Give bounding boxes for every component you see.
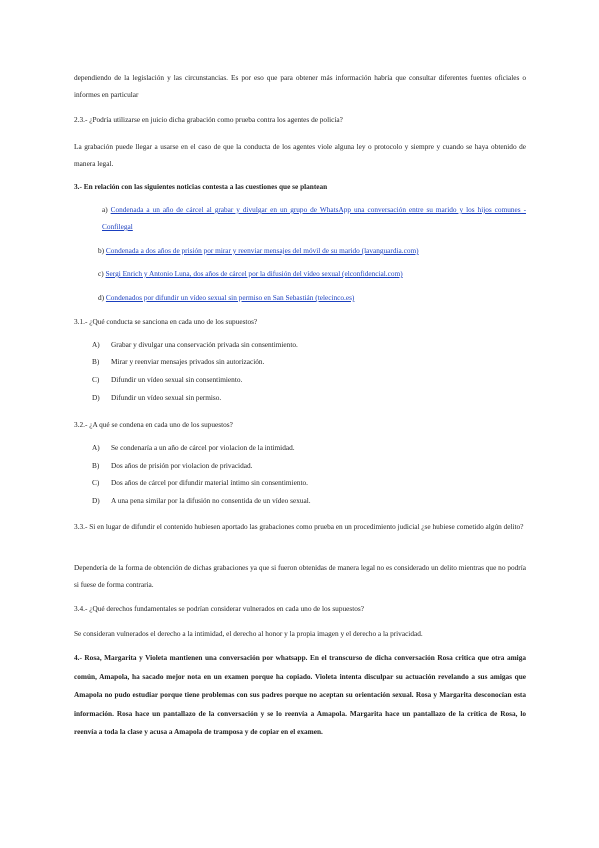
news-prefix: d) (98, 293, 105, 302)
list-item: B) Dos años de prisión por violacion de privacidad. (92, 461, 253, 470)
heading-section-3: 3.- En relación con las siguientes noticias contesta a las cuestiones que se plantean (74, 182, 328, 191)
list-item: A) Se condenaría a un año de cárcel por violacion de la intimidad. (92, 443, 295, 452)
question-3-2: 3.2.- ¿A qué se condena en cada uno de los supuestos? (74, 420, 233, 429)
news-prefix: c) (98, 269, 104, 278)
news-item-c (74, 265, 526, 282)
list-item: D) Difundir un vídeo sexual sin permiso. (92, 393, 222, 402)
question-3-3: 3.3.- Si en lugar de difundir el contenido hubiesen aportado las grabaciones como prueba en un procedimiento judicial ¿se hubiese cometido algún delito? (74, 522, 524, 531)
list-item: B) Mirar y reenviar mensajes privados sin autorización. (92, 357, 265, 366)
news-item-a (74, 201, 526, 235)
news-link-c[interactable]: Sergi Enrich y Antonio Luna, dos años de cárcel por la difusión del vídeo sexual (elconfidencial.com) (105, 269, 403, 278)
answer-3-4: Se consideran vulnerados el derecho a la intimidad, el derecho al honor y la propia imagen y el derecho a la privacidad. (74, 629, 423, 638)
news-item-b (74, 242, 526, 259)
news-prefix: a) (102, 205, 108, 214)
list-item: A) Grabar y divulgar una conservación privada sin consentimiento. (92, 340, 298, 349)
answer-3-3: Dependería de la forma de obtención de dichas grabaciones ya que si fueron obtenidas de manera legal no es considerado un delito mientras que no podría si fuese de forma contraria. (74, 563, 526, 589)
news-link-a[interactable]: Condenada a un año de cárcel al grabar y divulgar en un grupo de WhatsApp una conversación entre su marido y los hijos comunes - Confilegal (102, 205, 526, 231)
news-link-d[interactable]: Condenados por difundir un vídeo sexual sin permiso en San Sebastián (telecinco.es) (105, 293, 355, 302)
news-item-d (74, 289, 526, 306)
question-2-3: 2.3.- ¿Podría utilizarse en juicio dicha grabación como prueba contra los agentes de policía? (74, 115, 343, 124)
news-link-b[interactable]: Condenada a dos años de prisión por mirar y reenviar mensajes del móvil de su marido (lavanguardia.com) (105, 246, 419, 255)
answer-2-3: La grabación puede llegar a usarse en el caso de que la conducta de los agentes viole alguna ley o protocolo y siempre y cuando se haya obtenido de manera legal. (74, 142, 526, 168)
list-item: D) A una pena similar por la difusión no consentida de un vídeo sexual. (92, 496, 311, 505)
question-3-4: 3.4.- ¿Qué derechos fundamentales se podrían considerar vulnerados en cada uno de los supuestos? (74, 604, 364, 613)
list-item: C) Dos años de cárcel por difundir material íntimo sin consentimiento. (92, 478, 308, 487)
paragraph-legislation: dependiendo de la legislación y las circunstancias. Es por eso que para obtener más información habría que consultar diferentes fuentes oficiales o informes en particular (74, 73, 526, 99)
list-item: C) Difundir un vídeo sexual sin consentimiento. (92, 375, 243, 384)
news-prefix: b) (98, 246, 105, 255)
question-3-1: 3.1.- ¿Qué conducta se sanciona en cada uno de los supuestos? (74, 317, 258, 326)
heading-section-4: 4.- Rosa, Margarita y Violeta mantienen una conversación por whatsapp. En el transcurso de dicha conversación Rosa critica que otra amiga común, Amapola, ha sacado mejor nota en un examen porque ha copiado. Violeta intenta disculpar su actuación revelando a sus amigas que Amapola no pudo estudiar porque tiene problemas con sus padres porque no aceptan su orientación sexual. Rosa y Margarita desconocían esta información. Rosa hace un pantallazo de la conversación y se lo reenvía a Amapola. Margarita hace un pantallazo de la crítica de Rosa, lo reenvía a toda la clase y acusa a Amapola de tramposa y de copiar en el examen. (74, 653, 526, 736)
